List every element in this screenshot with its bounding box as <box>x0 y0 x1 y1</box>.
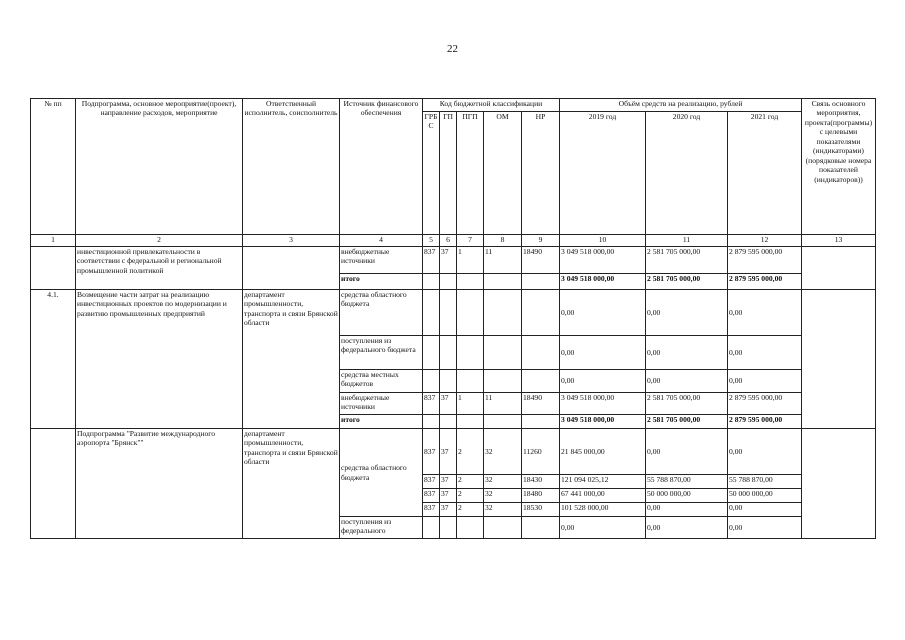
header-budget-code: Код бюджетной классификации <box>423 99 560 112</box>
num-cell <box>31 429 76 539</box>
index-cell: 3 <box>243 235 340 247</box>
gp-cell <box>440 370 457 393</box>
grbs-cell: 837 <box>423 503 440 517</box>
source-cell: средства областного бюджета <box>340 290 423 336</box>
grbs-cell: 837 <box>423 475 440 489</box>
y2019-cell: 3 049 518 000,00 <box>560 274 646 290</box>
pgp-cell <box>457 517 484 539</box>
header-np: НР <box>522 112 560 235</box>
y2020-cell: 2 581 705 000,00 <box>646 247 728 274</box>
table-row <box>31 290 876 336</box>
pgp-cell: 1 <box>457 247 484 274</box>
header-executor: Ответственный исполнитель, соисполнитель <box>243 99 340 235</box>
gp-cell <box>440 290 457 336</box>
grbs-cell <box>423 370 440 393</box>
pgp-cell: 2 <box>457 429 484 475</box>
table-row <box>31 429 876 475</box>
y2021-cell: 2 879 595 000,00 <box>728 415 802 429</box>
y2021-cell: 2 879 595 000,00 <box>728 247 802 274</box>
np-cell <box>522 415 560 429</box>
om-cell <box>484 274 522 290</box>
pgp-cell <box>457 274 484 290</box>
y2019-cell: 0,00 <box>560 517 646 539</box>
y2020-cell: 2 581 705 000,00 <box>646 274 728 290</box>
header-subprogram: Подпрограмма, основное мероприятие(проект), направление расходов, мероприятие <box>76 99 243 235</box>
executor-cell: департамент промышленности, транспорта и связи Брянской области <box>243 429 340 539</box>
index-cell: 5 <box>423 235 440 247</box>
source-cell: средства областного бюджета <box>340 429 423 517</box>
y2019-cell: 0,00 <box>560 290 646 336</box>
pgp-cell <box>457 415 484 429</box>
gp-cell <box>440 274 457 290</box>
index-row <box>31 235 876 247</box>
np-cell: 18530 <box>522 503 560 517</box>
y2021-cell: 55 788 870,00 <box>728 475 802 489</box>
np-cell: 18480 <box>522 489 560 503</box>
np-cell: 18490 <box>522 393 560 415</box>
grbs-cell: 837 <box>423 489 440 503</box>
y2019-cell: 3 049 518 000,00 <box>560 247 646 274</box>
source-cell: средства местных бюджетов <box>340 370 423 393</box>
np-cell: 11260 <box>522 429 560 475</box>
index-cell: 2 <box>76 235 243 247</box>
grbs-cell <box>423 336 440 370</box>
y2020-cell: 0,00 <box>646 503 728 517</box>
gp-cell: 37 <box>440 503 457 517</box>
y2021-cell: 0,00 <box>728 517 802 539</box>
num-cell <box>31 247 76 290</box>
gp-cell: 37 <box>440 393 457 415</box>
om-cell <box>484 415 522 429</box>
y2021-cell: 50 000 000,00 <box>728 489 802 503</box>
link-cell <box>802 290 876 429</box>
y2020-cell: 2 581 705 000,00 <box>646 393 728 415</box>
pgp-cell: 1 <box>457 393 484 415</box>
gp-cell: 37 <box>440 429 457 475</box>
index-cell: 9 <box>522 235 560 247</box>
executor-cell <box>243 247 340 290</box>
header-funds: Объём средств на реализацию, рублей <box>560 99 802 112</box>
np-cell <box>522 274 560 290</box>
y2019-cell: 67 441 000,00 <box>560 489 646 503</box>
y2020-cell: 0,00 <box>646 370 728 393</box>
header-pgp: ПГП <box>457 112 484 235</box>
om-cell <box>484 370 522 393</box>
header-2019: 2019 год <box>560 112 646 235</box>
y2020-cell: 0,00 <box>646 429 728 475</box>
header-2021: 2021 год <box>728 112 802 235</box>
subprogram-cell: Возмещение части затрат на реализацию инвестиционных проектов по модернизации и развитию промышленных предприятий <box>76 290 243 429</box>
np-cell <box>522 336 560 370</box>
gp-cell: 37 <box>440 489 457 503</box>
source-cell: итого <box>340 274 423 290</box>
index-cell: 8 <box>484 235 522 247</box>
header-row-1 <box>31 99 876 112</box>
link-cell <box>802 247 876 290</box>
grbs-cell <box>423 415 440 429</box>
source-cell: внебюджетные источники <box>340 247 423 274</box>
pgp-cell <box>457 370 484 393</box>
subprogram-cell: Подпрограмма "Развитие международного аэропорта "Брянск"" <box>76 429 243 539</box>
y2021-cell: 0,00 <box>728 336 802 370</box>
grbs-cell <box>423 290 440 336</box>
y2019-cell: 0,00 <box>560 370 646 393</box>
om-cell: 11 <box>484 247 522 274</box>
gp-cell: 37 <box>440 475 457 489</box>
source-cell: поступления из федерального <box>340 517 423 539</box>
y2021-cell: 0,00 <box>728 503 802 517</box>
budget-table <box>30 98 876 539</box>
header-grbs: ГРБ С <box>423 112 440 235</box>
source-cell: поступления из федерального бюджета <box>340 336 423 370</box>
header-om: ОМ <box>484 112 522 235</box>
index-cell: 12 <box>728 235 802 247</box>
pgp-cell: 2 <box>457 475 484 489</box>
y2021-cell: 0,00 <box>728 370 802 393</box>
pgp-cell: 2 <box>457 489 484 503</box>
grbs-cell: 837 <box>423 247 440 274</box>
index-cell: 4 <box>340 235 423 247</box>
header-link: Связь основного мероприятия, проекта(программы) с целевыми показателями (индикаторами) (порядковые номера показателей (индикаторов)) <box>802 99 876 235</box>
grbs-cell: 837 <box>423 429 440 475</box>
index-cell: 13 <box>802 235 876 247</box>
gp-cell <box>440 415 457 429</box>
gp-cell <box>440 336 457 370</box>
y2021-cell: 2 879 595 000,00 <box>728 393 802 415</box>
np-cell: 18430 <box>522 475 560 489</box>
index-cell: 11 <box>646 235 728 247</box>
om-cell <box>484 290 522 336</box>
np-cell <box>522 290 560 336</box>
page-number: 22 <box>447 43 458 55</box>
subprogram-cell: инвестиционной привлекательности в соответствии с федеральной и региональной промышленной политикой <box>76 247 243 290</box>
y2020-cell: 55 788 870,00 <box>646 475 728 489</box>
y2020-cell: 2 581 705 000,00 <box>646 415 728 429</box>
source-cell: внебюджетные источники <box>340 393 423 415</box>
y2020-cell: 0,00 <box>646 290 728 336</box>
header-2020: 2020 год <box>646 112 728 235</box>
executor-cell: департамент промышленности, транспорта и связи Брянской области <box>243 290 340 429</box>
y2021-cell: 0,00 <box>728 429 802 475</box>
header-num: № пп <box>31 99 76 235</box>
pgp-cell <box>457 290 484 336</box>
om-cell: 32 <box>484 475 522 489</box>
gp-cell: 37 <box>440 247 457 274</box>
y2019-cell: 101 528 000,00 <box>560 503 646 517</box>
om-cell <box>484 336 522 370</box>
y2020-cell: 0,00 <box>646 517 728 539</box>
header-gp: ГП <box>440 112 457 235</box>
pgp-cell <box>457 336 484 370</box>
y2020-cell: 0,00 <box>646 336 728 370</box>
np-cell: 18490 <box>522 247 560 274</box>
table-row <box>31 247 876 274</box>
index-cell: 6 <box>440 235 457 247</box>
gp-cell <box>440 517 457 539</box>
om-cell: 32 <box>484 503 522 517</box>
y2019-cell: 3 049 518 000,00 <box>560 415 646 429</box>
source-cell: итого <box>340 415 423 429</box>
om-cell <box>484 517 522 539</box>
grbs-cell: 837 <box>423 393 440 415</box>
y2021-cell: 0,00 <box>728 290 802 336</box>
om-cell: 32 <box>484 489 522 503</box>
om-cell: 32 <box>484 429 522 475</box>
index-cell: 7 <box>457 235 484 247</box>
pgp-cell: 2 <box>457 503 484 517</box>
y2021-cell: 2 879 595 000,00 <box>728 274 802 290</box>
y2020-cell: 50 000 000,00 <box>646 489 728 503</box>
y2019-cell: 121 094 025,12 <box>560 475 646 489</box>
om-cell: 11 <box>484 393 522 415</box>
index-cell: 1 <box>31 235 76 247</box>
header-source: Источник финансового обеспечения <box>340 99 423 235</box>
np-cell <box>522 370 560 393</box>
grbs-cell <box>423 274 440 290</box>
y2019-cell: 0,00 <box>560 336 646 370</box>
np-cell <box>522 517 560 539</box>
index-cell: 10 <box>560 235 646 247</box>
y2019-cell: 3 049 518 000,00 <box>560 393 646 415</box>
y2019-cell: 21 845 000,00 <box>560 429 646 475</box>
grbs-cell <box>423 517 440 539</box>
num-cell: 4.1. <box>31 290 76 429</box>
link-cell <box>802 429 876 539</box>
